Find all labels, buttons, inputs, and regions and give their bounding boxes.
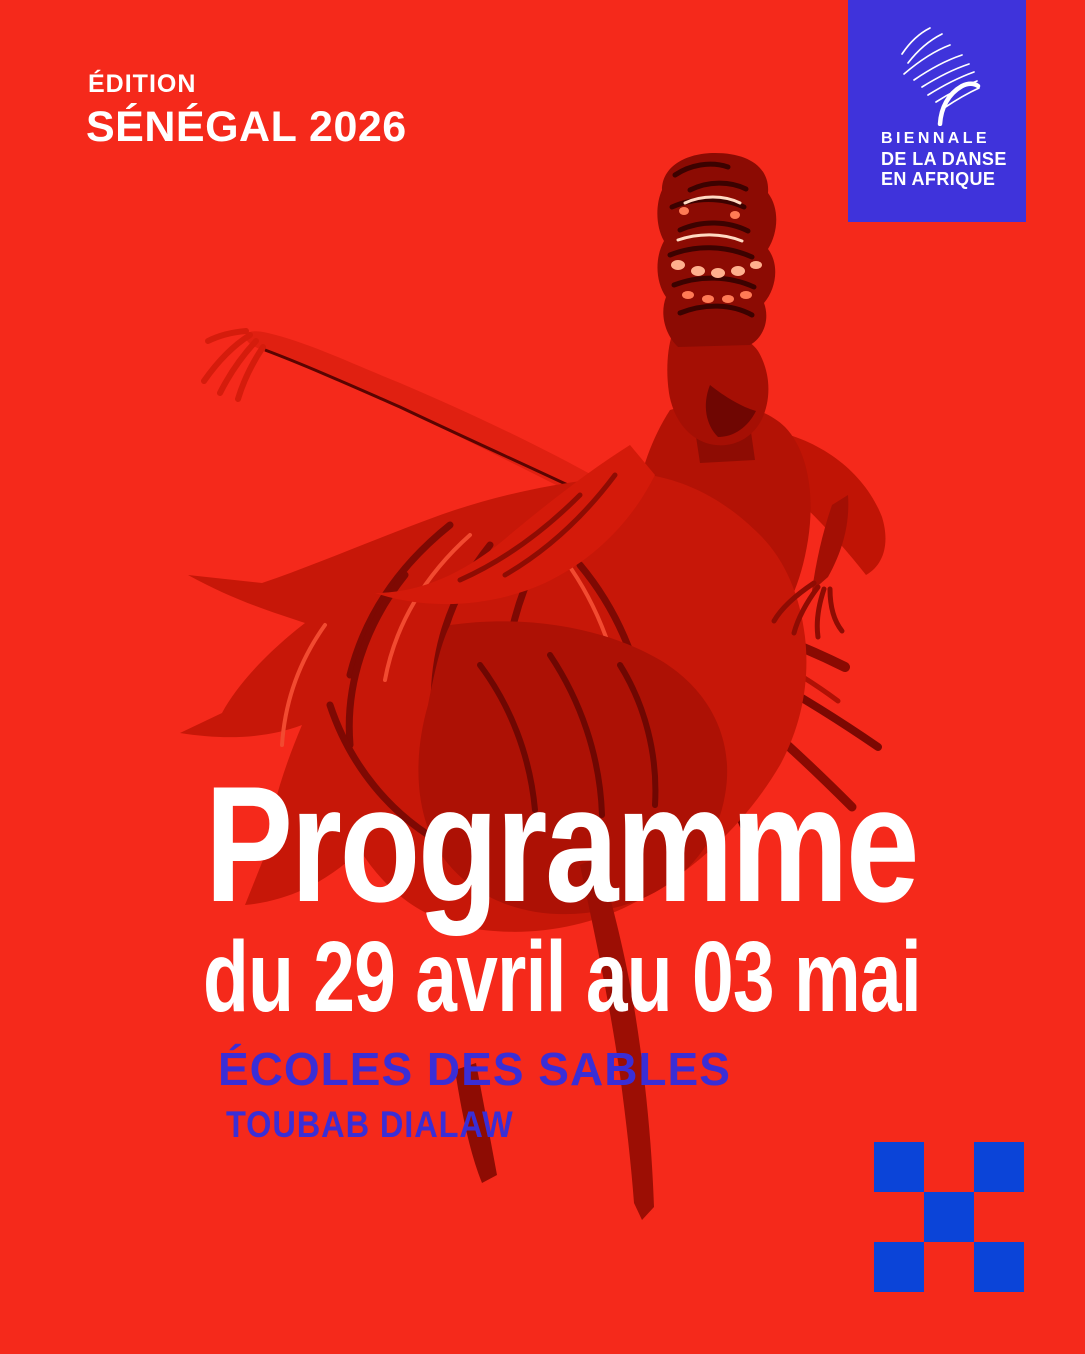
checker-cell (874, 1192, 924, 1242)
checker-cell (974, 1242, 1024, 1292)
checker-cell (974, 1192, 1024, 1242)
checker-decoration (874, 1142, 1024, 1292)
checker-cell (924, 1242, 974, 1292)
edition-label: ÉDITION (88, 70, 197, 98)
dancer-image (150, 145, 910, 1265)
biennale-logo (848, 0, 1026, 222)
venue-name: ÉCOLES DES SABLES (218, 1043, 731, 1095)
date-range: du 29 avril au 03 mai (203, 921, 921, 1033)
checker-cell (974, 1142, 1024, 1192)
logo-line2: DE LA DANSE (881, 149, 1007, 169)
checker-cell (874, 1142, 924, 1192)
logo-line1: BIENNALE (881, 130, 990, 147)
logo-line3: EN AFRIQUE (881, 169, 996, 189)
checker-cell (924, 1192, 974, 1242)
logo-text (881, 129, 1007, 189)
checker-cell (924, 1142, 974, 1192)
venue-location: TOUBAB DIALAW (226, 1104, 514, 1145)
africa-waves-icon (884, 18, 992, 126)
dancer-left-hand (204, 331, 263, 399)
checker-cell (874, 1242, 924, 1292)
page-title: Programme (205, 752, 918, 936)
edition-place-year: SÉNÉGAL 2026 (86, 103, 407, 151)
